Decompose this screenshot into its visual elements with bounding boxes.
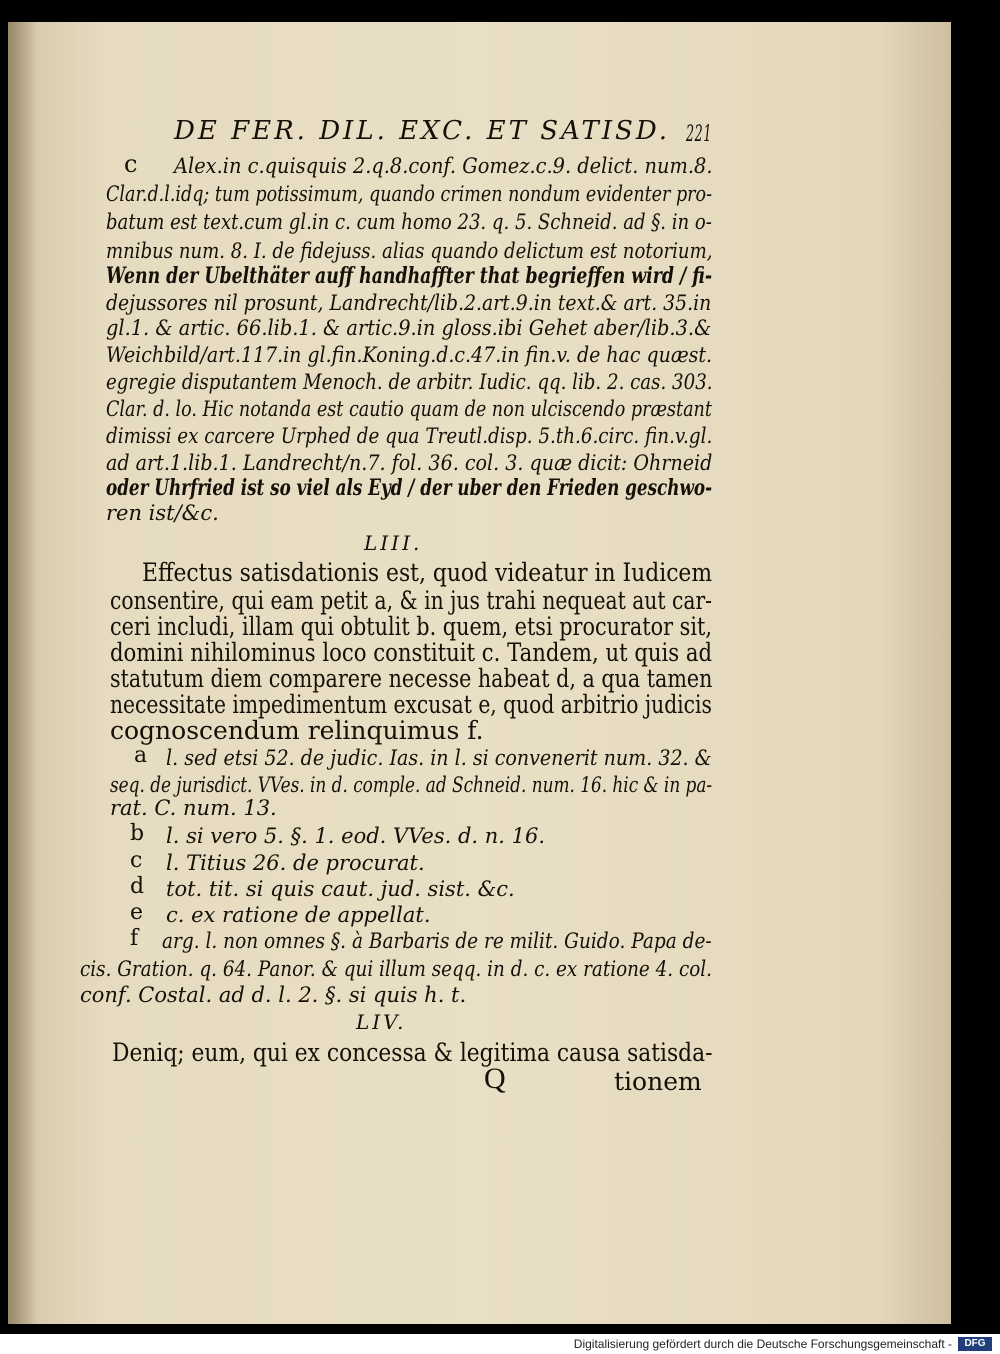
note-line: dimissi ex carcere Urphed de qua Treutl.disp. 5.th.6.circ. fin.v.gl. <box>106 424 713 448</box>
footer-credit: Digitalisierung gefördert durch die Deutsche Forschungsgemeinschaft - <box>573 1337 952 1351</box>
note-line: l. Titius 26. de procurat. <box>166 851 425 875</box>
note-line: cis. Gration. q. 64. Panor. & qui illum seqq. in d. c. ex ratione 4. col. <box>80 957 713 981</box>
catchword: tionem <box>614 1067 702 1096</box>
note-marker: e <box>130 900 144 925</box>
signature-mark: Q <box>484 1062 506 1095</box>
body-line: necessitate impedimentum excusat e, quod arbitrio judicis <box>110 690 712 719</box>
note-line: l. si vero 5. §. 1. eod. VVes. d. n. 16. <box>166 824 546 848</box>
note-line: rat. C. num. 13. <box>110 796 277 820</box>
note-line: Wenn der Ubelthäter auff handhaffter that begrieffen wird / fi- <box>106 263 713 289</box>
body-line: statutum diem comparere necesse habeat d, a qua tamen <box>110 664 713 693</box>
note-line: batum est text.cum gl.in c. cum homo 23. q. 5. Schneid. ad §. in o- <box>106 210 712 234</box>
note-line: mnibus num. 8. I. de fidejuss. alias quando delictum est notorium, <box>106 239 713 263</box>
body-line: domini nihilominus loco constituit c. Tandem, ut quis ad <box>110 638 713 667</box>
dfg-logo-icon: DFG <box>958 1337 992 1351</box>
note-marker: c <box>130 848 143 873</box>
note-marker: d <box>130 874 145 899</box>
body-line: consentire, qui eam petit a, & in jus trahi nequeat aut car- <box>110 586 713 615</box>
note-line: seq. de jurisdict. VVes. in d. comple. ad Schneid. num. 16. hic & in pa- <box>110 773 713 797</box>
note-line: Clar.d.l.idq; tum potissimum, quando crimen nondum evidenter pro- <box>106 182 713 206</box>
note-line: ad art.1.lib.1. Landrecht/n.7. fol. 36. col. 3. quæ dicit: Ohrneid <box>106 451 713 475</box>
note-line: oder Uhrfried ist so viel als Eyd / der uber den Frieden geschwo- <box>106 475 713 501</box>
note-line: egregie disputantem Menoch. de arbitr. Iudic. qq. lib. 2. cas. 303. <box>106 370 713 394</box>
running-header: DE FER. DIL. EXC. ET SATISD. <box>174 116 671 146</box>
note-marker-c: c <box>124 150 138 178</box>
body-line: ceri includi, illam qui obtulit b. quem, etsi procurator sit, <box>110 612 712 641</box>
gutter-shadow <box>8 22 38 1324</box>
note-marker: a <box>134 743 148 768</box>
note-marker: f <box>130 926 139 951</box>
page-number: 221 <box>686 122 713 147</box>
section-number-54: LIV. <box>356 1010 407 1034</box>
note-line: Alex.in c.quisquis 2.q.8.conf. Gomez.c.9. delict. num.8. <box>174 154 713 178</box>
body-line: Deniq; eum, qui ex concessa & legitima causa satisda- <box>112 1038 713 1067</box>
note-line: Clar. d. lo. Hic notanda est cautio quam de non ulciscendo præstant <box>106 397 712 421</box>
note-marker: b <box>130 821 145 846</box>
note-line: gl.1. & artic. 66.lib.1. & artic.9.in gloss.ibi Gehet aber/lib.3.& <box>106 316 712 340</box>
note-line: ren ist/&c. <box>106 501 219 525</box>
body-line: cognoscendum relinquimus f. <box>110 716 484 745</box>
note-line: dejussores nil prosunt, Landrecht/lib.2.art.9.in text.& art. 35.in <box>106 291 712 315</box>
note-line: l. sed etsi 52. de judic. Ias. in l. si convenerit num. 32. & <box>166 746 712 770</box>
note-line: c. ex ratione de appellat. <box>166 903 431 927</box>
note-line: tot. tit. si quis caut. jud. sist. &c. <box>166 877 515 901</box>
footer-bar <box>0 1334 1000 1354</box>
note-line: Weichbild/art.117.in gl.fin.Koning.d.c.47.in fin.v. de hac quæst. <box>106 343 713 367</box>
note-line: arg. l. non omnes §. à Barbaris de re milit. Guido. Papa de- <box>162 929 712 953</box>
body-line: Effectus satisdationis est, quod videatur in Iudicem <box>142 558 713 587</box>
section-number-53: LIII. <box>364 531 423 555</box>
note-line: conf. Costal. ad d. l. 2. §. si quis h. t. <box>80 983 467 1007</box>
